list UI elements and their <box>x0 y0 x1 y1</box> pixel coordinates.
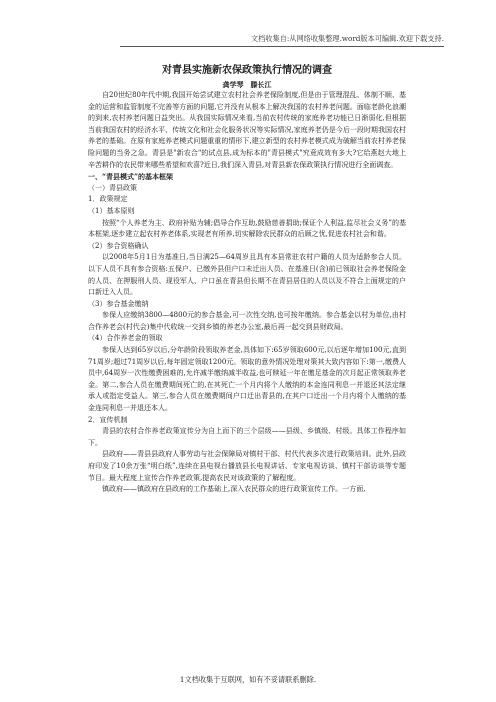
document-authors: 龚学琴 滕长江 <box>222 80 272 89</box>
subsection-heading: （一）青县政策 <box>88 183 137 192</box>
body-paragraph: 参保人达到65岁以后,分年龄阶段领取养老金,具体如下:65岁领取600元,以后逐年增加100元,直到71周岁;超过71周岁以后,每年固定领取1200元。领取的意外情况处理对策其大致内容如下:第一,缴费人员中,64周岁一次性缴费困难的,允许减半缴纳减半收益,也可赎延一年在缴足基金的次月起正常领取养老金。第二,参合人员在缴费期间死亡的,在其死亡一个月内将个人缴纳的本金连同利息一并退还其法定继承人或指定受益人。第三,参合人员在缴费期间户口迁出青县的,在其户口迁出一个月内将个人缴纳的基金连同利息一并退还本人。 <box>88 346 406 413</box>
sub-item-heading: （2）参合资格确认 <box>88 241 149 250</box>
item-heading: 1．政策规定 <box>88 195 128 204</box>
page-header: 文档收集自:从网络收集整理.word版本可编辑.欢迎下载支持. <box>120 34 444 47</box>
sub-item-heading: （3）参合基金缴纳 <box>88 299 149 308</box>
body-paragraph: 以2008年5月1日为基准日,当日满25—64周岁且具有本县常驻农村户籍的人员为适龄参合人员。以下人员不具有参合资格:五保户、已缴外县但户口未迁出人员、在基准日(含)前已领取社会养老保险金的人员、在押服刑人员、现役军人、户口虽在青县但长期不在青县居住的人员以及不符合上面规定的户口新迁入人员。 <box>88 253 406 297</box>
document-body <box>88 64 406 496</box>
body-paragraph: 青县的农村合作养老政策宣传分为自上而下的三个层级——县级、乡镇级、村级。具体工作程序如下。 <box>88 427 406 447</box>
sub-item-heading: （1）基本原则 <box>88 206 135 215</box>
page-footer: 1文档收集于互联网，如有不妥请联系删除. <box>179 675 317 684</box>
sub-item-heading: （4）合作养老金的领取 <box>88 334 163 343</box>
body-paragraph: 县政府——青县县政府人事劳动与社会保障局对镇村干部、村代代表多次进行政策培训。此外,县政府印发了10余万张“明白纸”,连续在县电视台播放县长电视讲话、专家电视访谈、镇村干部访谈等专题节目。最大程度上宣传合作养老政策,提高农民对该政策的了解程度。 <box>88 450 406 482</box>
section-heading: 一、“青县模式”的基本框架 <box>88 172 174 182</box>
document-title: 对青县实施新农保政策执行情况的调查 <box>162 65 332 76</box>
intro-paragraph: 自20世纪80年代中期,我国开始尝试建立农村社会养老保险制度,但是由于管理混乱、体制不顺、基金的运营和监管制度不完善等方面的问题,它并没有从根本上解决我国的农村养老问题。面临老龄化浪潮的到来,农村养老问题日益突出。从我国实际情况来看,当前农村传统的家庭养老功能已日渐弱化,但根据当前我国农村的经济水平、传统文化和社会化服务状况等实际情况,家庭养老仍是今后一段时期我国农村养老的基础。在原有家庭养老模式问题重重的情形下,建立新型的农村养老模式成为破解当前农村养老保险问题的当务之急。青县是"新农合"的试点县,成为标本的"青县模式"究竟成效有多大?它给燕赵大地上辛苦耕作的农民带来哪些希望和欢喜?近日,我们深入青县,对青县新农保政策执行情况进行全面调查。 <box>88 91 406 169</box>
body-paragraph: 参保人应缴纳3800—4800元的参合基金,可一次性交纳,也可按年缴纳。参合基金以村为单位,由村合作养老会(村代会)集中代收统一交到乡镇的养老办公室,最后再一起交到县财政局。 <box>88 311 406 331</box>
item-heading: 2．宣传机制 <box>88 415 128 424</box>
body-paragraph: 按照“个人养老为主、政府补贴为辅;倡导合作互助,鼓励慈善捐助;保证个人利益,监尽社会义务”的基本框架,逐步建立起农村养老体系,实现老有所养,切实解除农民群众的后顾之忧,促进农村社会和谐。 <box>88 218 406 239</box>
body-paragraph: 镇政府——镇政府在县政府的工作基础上,深入农民群众的进行政策宣传工作。一方面, <box>102 485 366 494</box>
